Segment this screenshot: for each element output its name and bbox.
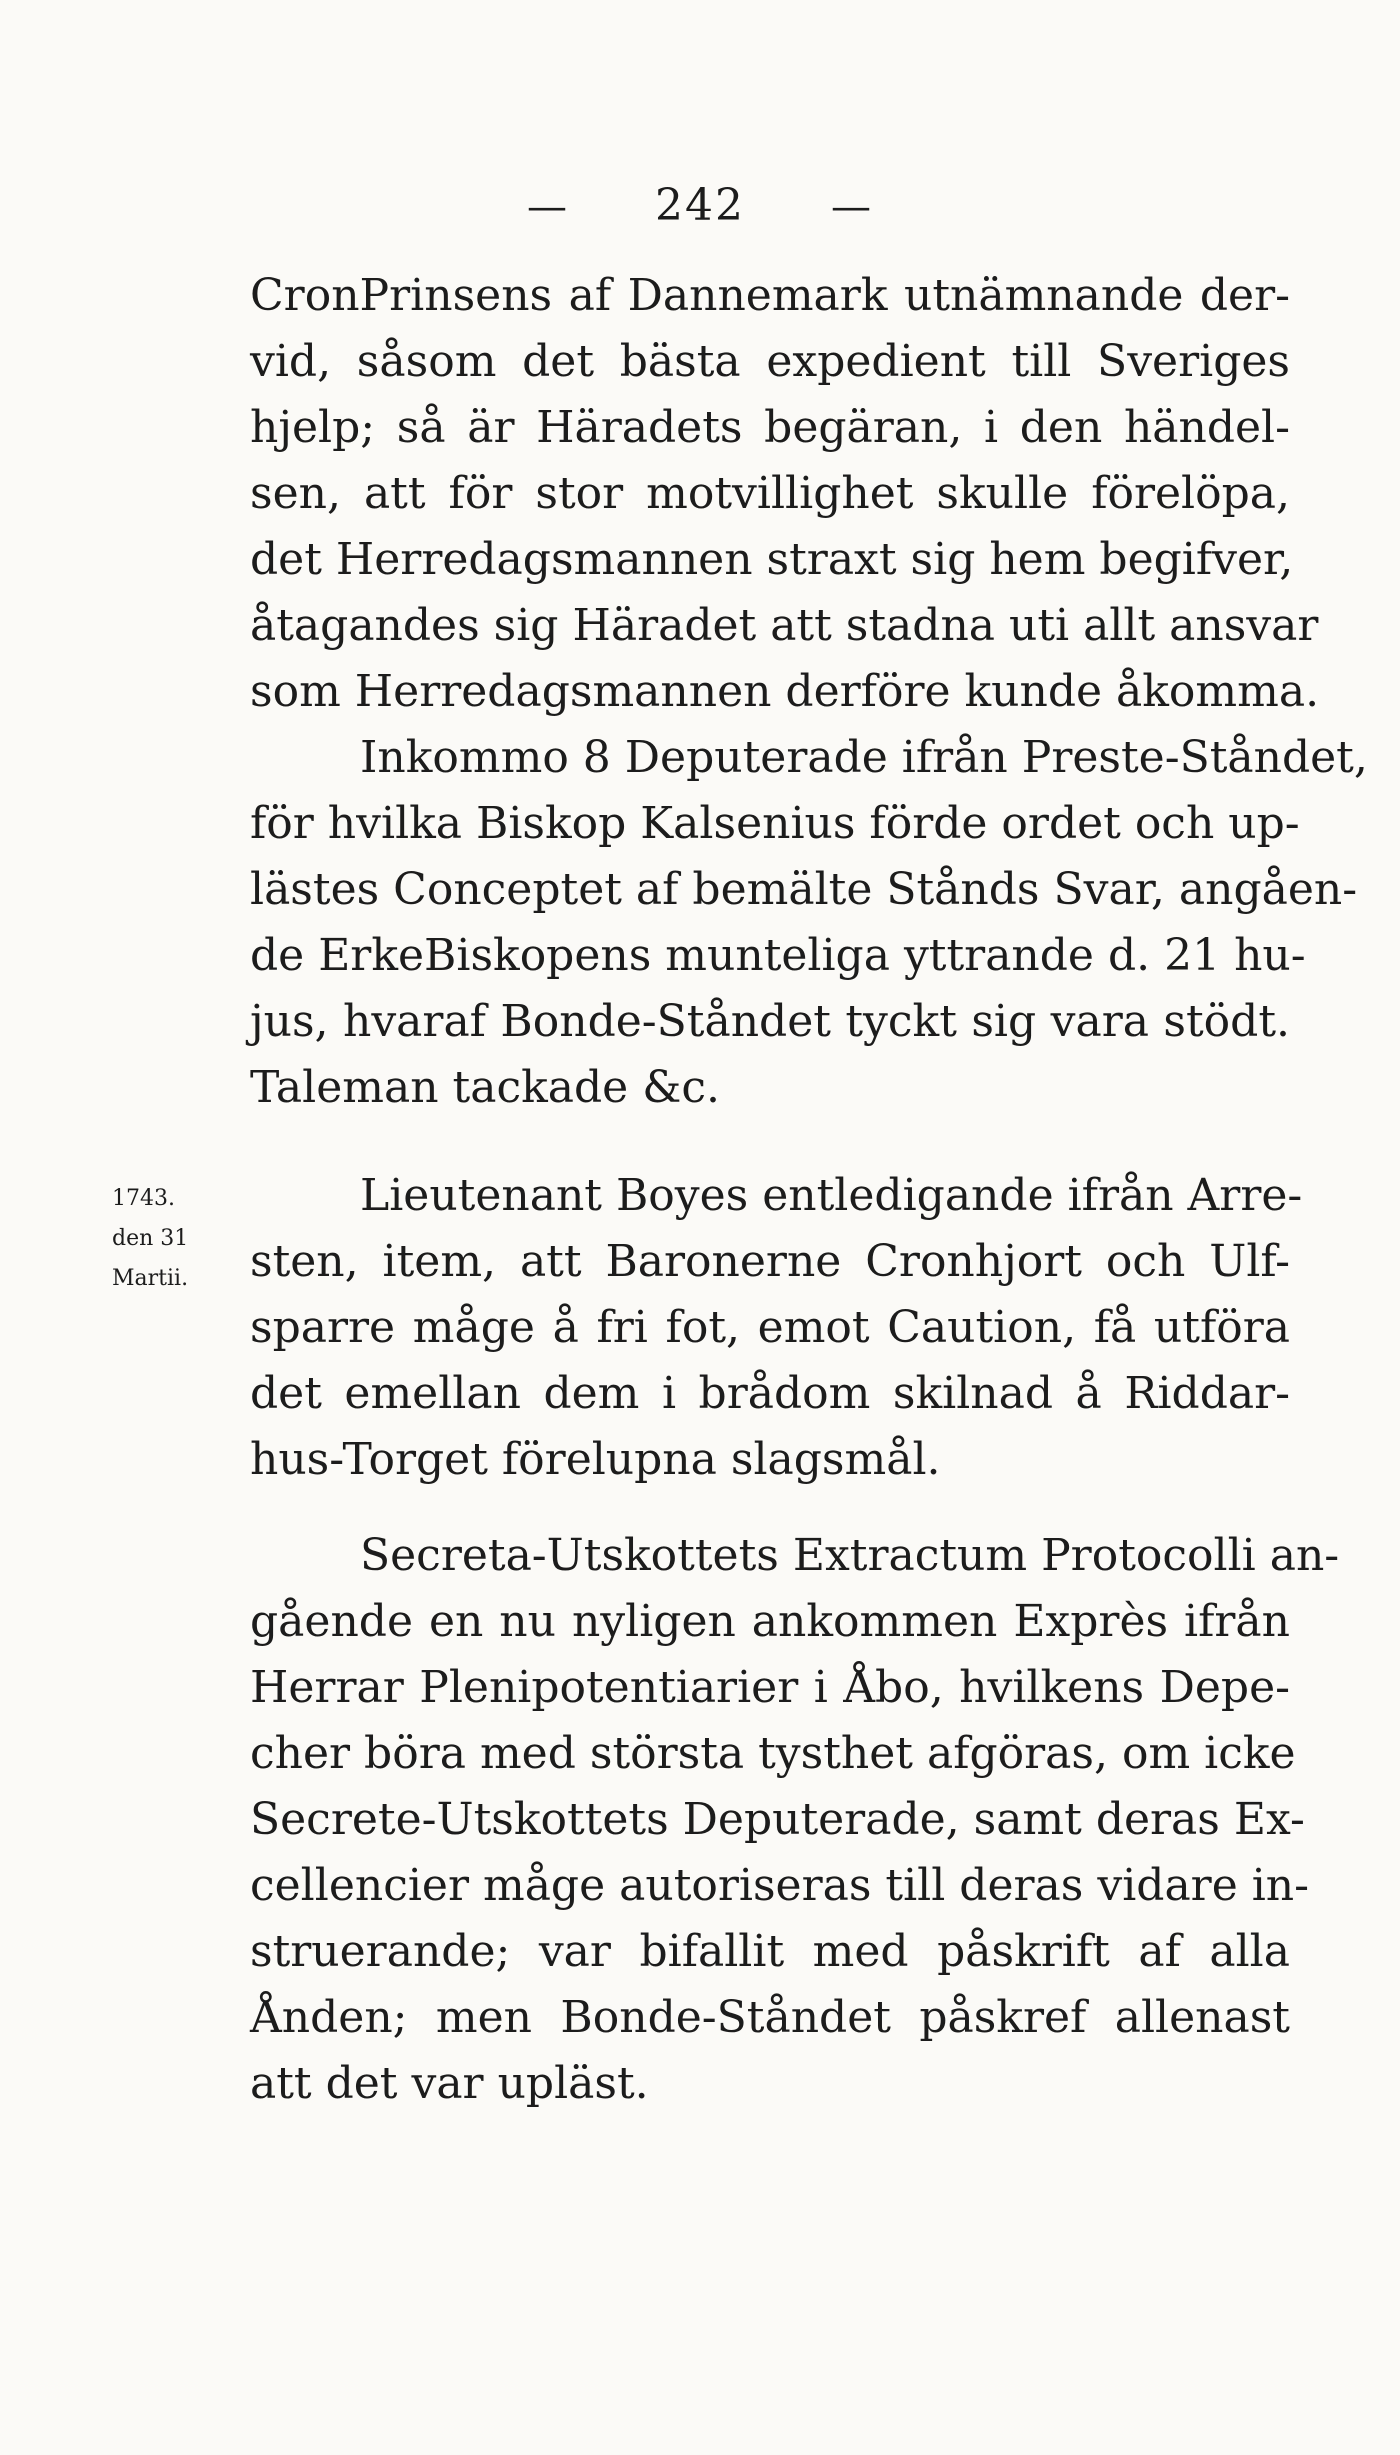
text-line: det Herredagsmannen straxt sig hem begifver, xyxy=(250,534,1294,585)
text-line: sen, att för stor motvillighet skulle förelöpa, xyxy=(250,468,1290,519)
text-line: sparre måge å fri fot, emot Caution, få utföra xyxy=(250,1302,1290,1353)
text-line: Secreta-Utskottets Extractum Protocolli an- xyxy=(360,1530,1340,1581)
text-line: att det var upläst. xyxy=(250,2058,649,2109)
text-line: hus-Torget förelupna slagsmål. xyxy=(250,1434,941,1485)
text-line: CronPrinsens af Dannemark utnämnande der- xyxy=(250,270,1290,321)
text-line: hjelp; så är Häradets begäran, i den händel- xyxy=(250,402,1290,453)
text-line: sten, item, att Baronerne Cronhjort och Ulf- xyxy=(250,1236,1290,1287)
text-line: Taleman tackade &c. xyxy=(250,1062,720,1113)
text-line: som Herredagsmannen derföre kunde åkomma. xyxy=(250,666,1320,717)
text-line: Lieutenant Boyes entledigande ifrån Arre- xyxy=(360,1170,1303,1221)
text-line: lästes Conceptet af bemälte Stånds Svar, angåen- xyxy=(250,864,1358,915)
page-header xyxy=(0,180,1400,231)
text-line: de ErkeBiskopens munteliga yttrande d. 21 hu- xyxy=(250,930,1306,981)
header-dash-left: — xyxy=(527,184,569,230)
margin-note-month: Martii. xyxy=(112,1266,189,1291)
text-line: jus, hvaraf Bonde-Ståndet tyckt sig vara stödt. xyxy=(250,996,1290,1047)
text-line: vid, såsom det bästa expedient till Sveriges xyxy=(250,336,1290,387)
text-line: Inkommo 8 Deputerade ifrån Preste-Ståndet, xyxy=(360,732,1368,783)
text-line: det emellan dem i brådom skilnad å Riddar- xyxy=(250,1368,1290,1419)
text-line: Ånden; men Bonde-Ståndet påskref allenast xyxy=(250,1992,1290,2043)
text-line: Herrar Plenipotentiarier i Åbo, hvilkens Depe- xyxy=(250,1662,1290,1713)
text-line: för hvilka Biskop Kalsenius förde ordet och up- xyxy=(250,798,1300,849)
text-line: Secrete-Utskottets Deputerade, samt deras Ex- xyxy=(250,1794,1305,1845)
header-dash-right: — xyxy=(830,184,873,230)
text-line: struerande; var bifallit med påskrift af alla xyxy=(250,1926,1290,1977)
margin-note-year: 1743. xyxy=(112,1186,175,1211)
text-line: åtagandes sig Häradet att stadna uti allt ansvar xyxy=(250,600,1319,651)
page-number: 242 xyxy=(655,180,745,231)
text-line: gående en nu nyligen ankommen Exprès ifrån xyxy=(250,1596,1290,1647)
text-line: cellencier måge autoriseras till deras vidare in- xyxy=(250,1860,1310,1911)
text-line: cher böra med största tysthet afgöras, om icke xyxy=(250,1728,1296,1779)
margin-note-day: den 31 xyxy=(112,1226,189,1251)
